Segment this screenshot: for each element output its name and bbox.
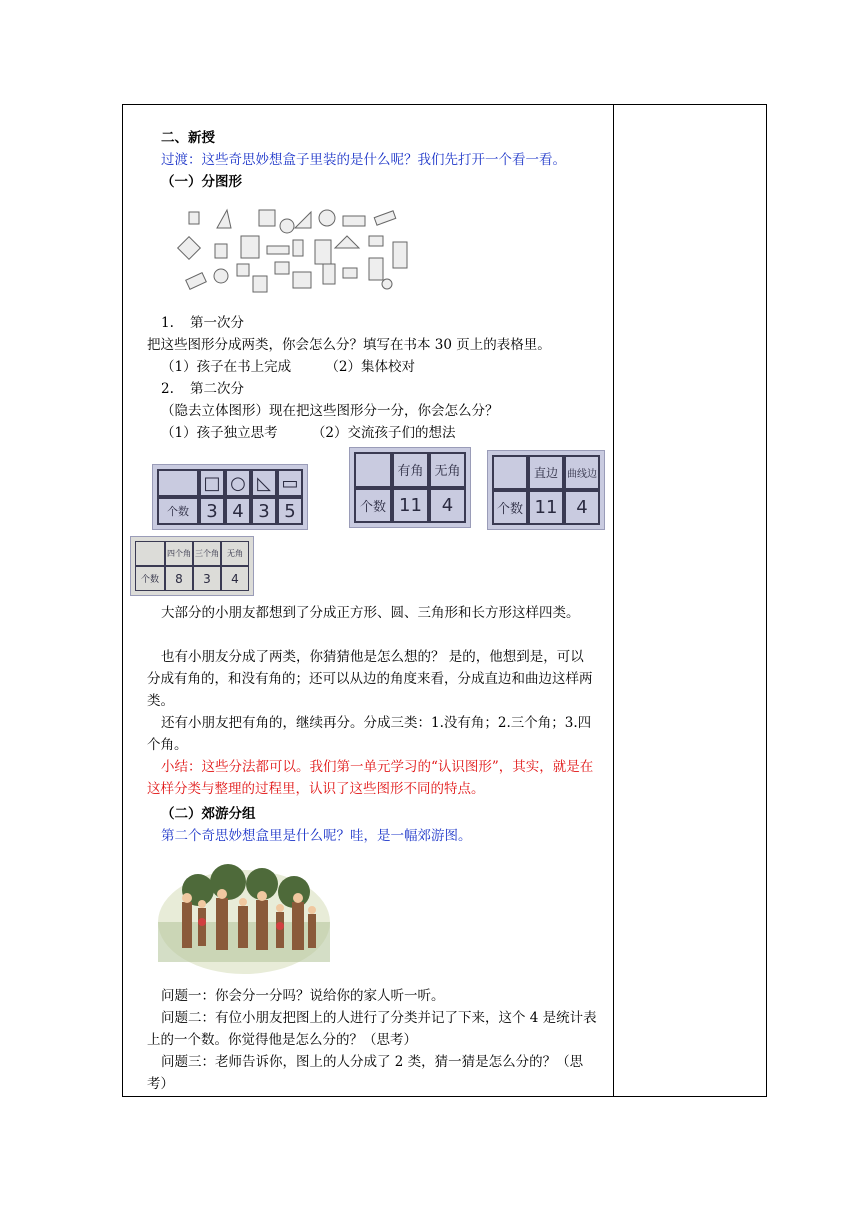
question-2: 问题二：有位小朋友把图上的人进行了分类并记了下来，这个 4 是统计表上的一个数。你觉得他是怎么分的？（思考） bbox=[147, 1010, 597, 1048]
table-header: 直边 bbox=[528, 455, 564, 490]
photo-table-4 bbox=[130, 536, 254, 596]
column-divider bbox=[613, 104, 614, 1097]
rectangle-icon: ▭ bbox=[277, 469, 303, 497]
step2-label: 第二次分 bbox=[190, 381, 244, 397]
step1-text: 把这些图形分成两类，你会怎么分？填写在书本 30 页上的表格里。 bbox=[147, 337, 551, 353]
shapes-illustration bbox=[175, 206, 415, 298]
question-1: 问题一：你会分一分吗？说给你的家人听一听。 bbox=[161, 988, 445, 1004]
table-cell bbox=[354, 452, 392, 488]
table-header: 无角 bbox=[429, 452, 466, 488]
table-header: 三个角 bbox=[193, 541, 221, 566]
part1-title: （一）分图形 bbox=[161, 174, 242, 190]
table-value: 11 bbox=[528, 490, 564, 525]
triangle-icon: ◺ bbox=[251, 469, 277, 497]
table-value: 5 bbox=[277, 497, 303, 525]
step2-sub: （1）孩子独立思考 （2）交流孩子们的想法 bbox=[161, 425, 456, 441]
table-value: 4 bbox=[225, 497, 251, 525]
table-header: 曲线边 bbox=[564, 455, 600, 490]
paragraph-1: 大部分的小朋友都想到了分成正方形、圆、三角形和长方形这样四类。 bbox=[161, 605, 580, 621]
photo-table-2 bbox=[349, 447, 471, 528]
row-label: 个数 bbox=[354, 488, 392, 524]
photo-table-3 bbox=[487, 450, 605, 530]
table-header: 四个角 bbox=[165, 541, 193, 566]
row-label: 个数 bbox=[157, 497, 199, 525]
part2-intro: 第二个奇思妙想盒里是什么呢？哇，是一幅郊游图。 bbox=[161, 828, 472, 844]
table-value: 4 bbox=[564, 490, 600, 525]
summary-text: 小结：这些分法都可以。我们第一单元学习的“认识图形”，其实，就是在这样分类与整理的过程里，认识了这些图形不同的特点。 bbox=[147, 759, 594, 797]
table-cell bbox=[492, 455, 528, 490]
table-value: 3 bbox=[251, 497, 277, 525]
table-value: 11 bbox=[392, 488, 429, 524]
photo-table-1 bbox=[152, 464, 308, 530]
outing-picture bbox=[158, 862, 330, 974]
transition-text: 过渡：这些奇思妙想盒子里装的是什么呢？我们先打开一个看一看。 bbox=[161, 152, 566, 168]
step2-number: 2. bbox=[161, 381, 174, 397]
step1-sub: （1）孩子在书上完成 （2）集体校对 bbox=[161, 359, 416, 375]
step2-text: （隐去立体图形）现在把这些图形分一分，你会怎么分？ bbox=[161, 403, 499, 419]
question-3: 问题三：老师告诉你，图上的人分成了 2 类，猜一猜是怎么分的？（思考） bbox=[147, 1054, 584, 1092]
table-value: 8 bbox=[165, 566, 193, 591]
paragraph-2: 也有小朋友分成了两类，你猜猜他是怎么想的？ 是的，他想到是，可以分成有角的，和没有角的；还可以从边的角度来看，分成直边和曲边这样两类。 bbox=[147, 649, 593, 709]
section-title: 二、新授 bbox=[161, 130, 215, 146]
step1-label: 第一次分 bbox=[190, 315, 244, 331]
table-header: 有角 bbox=[392, 452, 429, 488]
paragraph-3: 还有小朋友把有角的，继续再分。分成三类：1.没有角；2.三个角；3.四个角。 bbox=[147, 715, 592, 753]
table-value: 3 bbox=[199, 497, 225, 525]
table-cell bbox=[157, 469, 199, 497]
square-icon: □ bbox=[199, 469, 225, 497]
step1-number: 1. bbox=[161, 315, 174, 331]
table-value: 4 bbox=[221, 566, 249, 591]
row-label: 个数 bbox=[135, 566, 165, 591]
circle-icon: ○ bbox=[225, 469, 251, 497]
table-value: 4 bbox=[429, 488, 466, 524]
table-value: 3 bbox=[193, 566, 221, 591]
table-cell bbox=[135, 541, 165, 566]
part2-title: （二）郊游分组 bbox=[161, 806, 256, 822]
table-header: 无角 bbox=[221, 541, 249, 566]
row-label: 个数 bbox=[492, 490, 528, 525]
